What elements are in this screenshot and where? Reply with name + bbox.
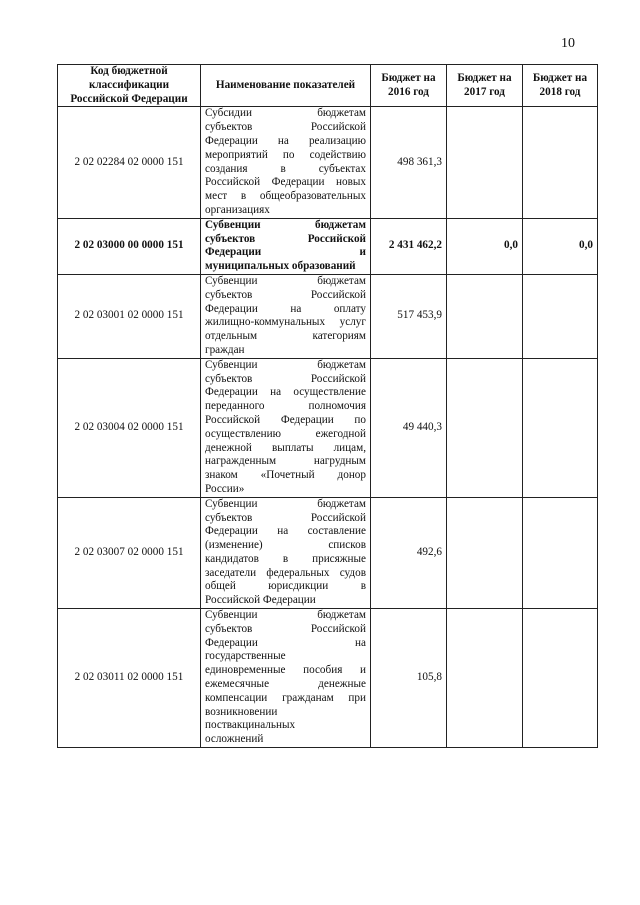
- indicator-name: [201, 218, 371, 274]
- budget-code: 2 02 03011 02 0000 151: [58, 609, 201, 748]
- budget-2016: 105,8: [371, 609, 447, 748]
- indicator-name-line: субъектов Российской: [205, 121, 366, 134]
- indicator-name-line: Федерации на составление: [205, 525, 366, 538]
- indicator-name-line: граждан: [205, 343, 245, 356]
- budget-2018: [523, 107, 598, 218]
- budget-code: 2 02 03007 02 0000 151: [58, 497, 201, 608]
- indicator-name-line: награжденным нагрудным: [205, 455, 366, 468]
- budget-2017: 0,0: [447, 218, 523, 274]
- indicator-name-line: мероприятий по содействию: [205, 148, 366, 161]
- page-number: 10: [561, 36, 575, 51]
- header-2018: Бюджет на 2018 год: [523, 65, 598, 107]
- indicator-name-line: отдельным категориям: [205, 330, 366, 343]
- indicator-name-line: Федерации на осуществление: [205, 386, 366, 399]
- budget-2016: 2 431 462,2: [371, 218, 447, 274]
- indicator-name-line: Федерации и: [205, 246, 366, 259]
- indicator-name-line: Субвенции бюджетам: [205, 609, 366, 622]
- table-body: [58, 107, 598, 748]
- budget-2018: [523, 609, 598, 748]
- indicator-name: [201, 274, 371, 358]
- header-2017: Бюджет на 2017 год: [447, 65, 523, 107]
- indicator-name-line: Федерации на оплату: [205, 302, 366, 315]
- indicator-name: [201, 497, 371, 608]
- indicator-name-line: субъектов Российской: [205, 622, 366, 635]
- indicator-name-line: ежемесячные денежные: [205, 678, 366, 691]
- indicator-name-line: создания в субъектах: [205, 162, 366, 175]
- budget-2018: [523, 274, 598, 358]
- budget-2018: [523, 358, 598, 497]
- indicator-name-line: Российской Федерации по: [205, 413, 366, 426]
- indicator-name: [201, 107, 371, 218]
- indicator-name-line: Субвенции бюджетам: [205, 218, 366, 231]
- indicator-name-line: России»: [205, 482, 245, 495]
- indicator-name-line: Субвенции бюджетам: [205, 358, 366, 371]
- header-code: Код бюджетной классификации Российской Федерации: [58, 65, 201, 107]
- indicator-name-line: муниципальных образований: [205, 260, 356, 273]
- indicator-name-line: субъектов Российской: [205, 372, 366, 385]
- budget-2017: [447, 107, 523, 218]
- budget-code: 2 02 02284 02 0000 151: [58, 107, 201, 218]
- budget-2017: [447, 358, 523, 497]
- table-row: [58, 609, 598, 748]
- indicator-name-line: государственные: [205, 650, 286, 663]
- indicator-name-line: субъектов Российской: [205, 232, 366, 245]
- budget-code: 2 02 03001 02 0000 151: [58, 274, 201, 358]
- indicator-name-line: поствакцинальных: [205, 719, 296, 732]
- indicator-name-line: Субсидии бюджетам: [205, 107, 366, 120]
- indicator-name-line: общей юрисдикции в: [205, 580, 366, 593]
- indicator-name-line: Субвенции бюджетам: [205, 497, 366, 510]
- budget-code: 2 02 03000 00 0000 151: [58, 218, 201, 274]
- indicator-name-line: знаком «Почетный донор: [205, 469, 366, 482]
- indicator-name-line: заседатели федеральных судов: [205, 566, 366, 579]
- budget-2016: 49 440,3: [371, 358, 447, 497]
- indicator-name-line: единовременные пособия и: [205, 664, 366, 677]
- budget-table: [57, 64, 598, 748]
- budget-2018: 0,0: [523, 218, 598, 274]
- budget-2016: 498 361,3: [371, 107, 447, 218]
- header-name: Наименование показателей: [201, 65, 371, 107]
- indicator-name-line: осуществлению ежегодной: [205, 427, 366, 440]
- budget-2018: [523, 497, 598, 608]
- table-row: [58, 497, 598, 608]
- indicator-name-line: Российской Федерации новых: [205, 176, 366, 189]
- table-row: [58, 274, 598, 358]
- indicator-name-line: субъектов Российской: [205, 511, 366, 524]
- indicator-name-line: Субвенции бюджетам: [205, 274, 366, 287]
- budget-2016: 517 453,9: [371, 274, 447, 358]
- table-row: [58, 358, 598, 497]
- indicator-name-line: Федерации на реализацию: [205, 134, 366, 147]
- indicator-name-line: организациях: [205, 203, 270, 216]
- indicator-name-line: мест в общеобразовательных: [205, 190, 366, 203]
- indicator-name-line: переданного полномочия: [205, 400, 366, 413]
- budget-2016: 492,6: [371, 497, 447, 608]
- budget-2017: [447, 274, 523, 358]
- budget-2017: [447, 609, 523, 748]
- indicator-name-line: субъектов Российской: [205, 288, 366, 301]
- table-header-row: [58, 65, 598, 107]
- budget-2017: [447, 497, 523, 608]
- indicator-name-line: возникновении: [205, 705, 278, 718]
- budget-code: 2 02 03004 02 0000 151: [58, 358, 201, 497]
- indicator-name-line: жилищно-коммунальных услуг: [205, 316, 366, 329]
- indicator-name: [201, 609, 371, 748]
- indicator-name-line: компенсации гражданам при: [205, 691, 366, 704]
- indicator-name-line: (изменение) списков: [205, 539, 366, 552]
- indicator-name-line: осложнений: [205, 733, 264, 746]
- indicator-name-line: Федерации на: [205, 636, 366, 649]
- header-2016: Бюджет на 2016 год: [371, 65, 447, 107]
- indicator-name-line: кандидатов в присяжные: [205, 552, 366, 565]
- indicator-name: [201, 358, 371, 497]
- indicator-name-line: денежной выплаты лицам,: [205, 441, 366, 454]
- indicator-name-line: Российской Федерации: [205, 594, 316, 607]
- table-row: [58, 107, 598, 218]
- table-row: [58, 218, 598, 274]
